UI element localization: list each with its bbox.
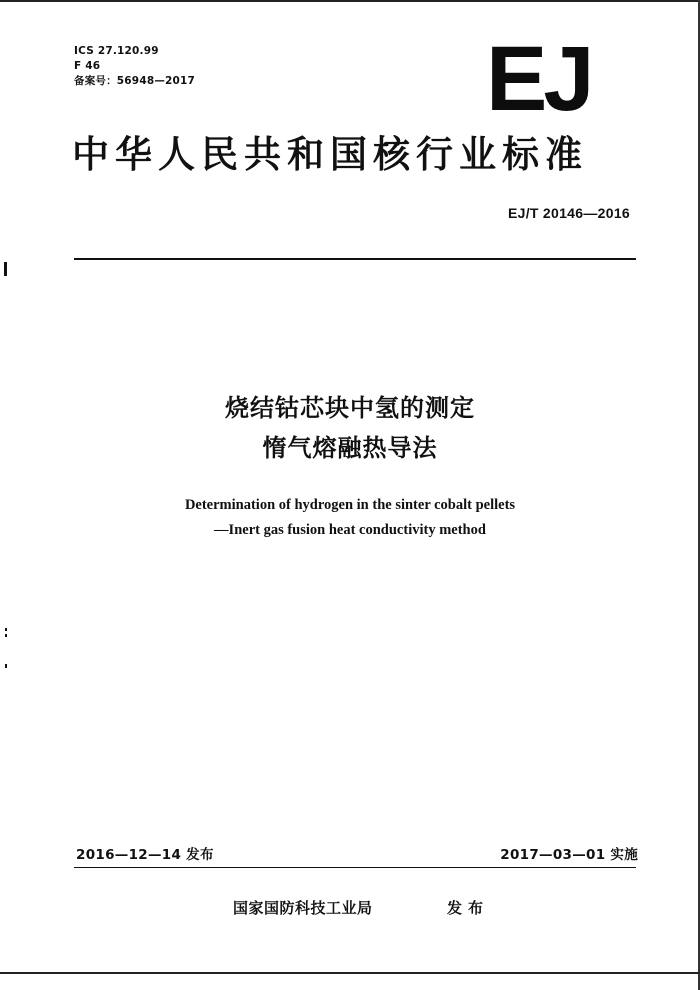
standard-number: EJ/T 20146—2016 — [507, 205, 630, 221]
issuing-organization: 国家国防科技工业局 — [233, 899, 373, 917]
standard-category-title: 中华人民共和国核行业标准 — [72, 133, 588, 176]
scan-mark — [4, 262, 7, 276]
scan-mark — [5, 628, 7, 631]
english-title-line-2: —Inert gas fusion heat conductivity method — [214, 522, 486, 538]
chinese-title-line-1: 烧结钴芯块中氢的测定 — [225, 394, 475, 422]
bottom-divider — [74, 867, 636, 868]
implementation-date: 2017—03—01 实施 — [500, 847, 638, 863]
top-divider — [74, 258, 636, 260]
ej-logo: EJ — [486, 28, 591, 130]
issue-date: 2016—12—14 发布 — [76, 847, 214, 863]
page-top-edge — [0, 0, 700, 2]
ccs-code: F 46 — [74, 60, 101, 72]
chinese-title-line-2: 惰气熔融热导法 — [262, 434, 438, 462]
english-title-line-1: Determination of hydrogen in the sinter cobalt pellets — [184, 497, 516, 513]
filing-number: 备案号：56948—2017 — [74, 75, 196, 87]
scan-mark — [5, 634, 7, 637]
page-bottom-edge — [0, 972, 700, 974]
scan-mark — [5, 664, 7, 668]
issue-action: 发布 — [447, 899, 490, 917]
ics-code: ICS 27.120.99 — [74, 45, 159, 57]
